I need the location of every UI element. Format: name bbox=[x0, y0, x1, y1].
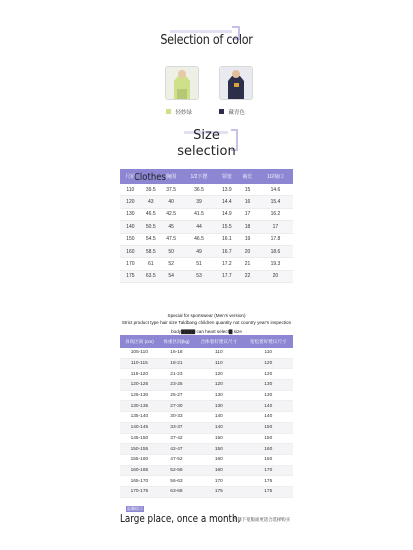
table-cell: 52 bbox=[161, 258, 182, 270]
table-row bbox=[120, 258, 293, 270]
table-cell: 23-25 bbox=[159, 380, 194, 391]
table-cell: 160 bbox=[244, 454, 293, 465]
table-cell: 120 bbox=[194, 369, 243, 380]
table-cell: 130 bbox=[244, 390, 293, 401]
table-cell: 16-18 bbox=[159, 348, 194, 358]
table-row bbox=[120, 184, 293, 196]
table-cell: 150-155 bbox=[120, 444, 159, 455]
table-cell: 16 bbox=[237, 196, 258, 208]
table-row bbox=[120, 233, 293, 245]
table-cell: 130-135 bbox=[120, 401, 159, 412]
table-row bbox=[120, 196, 293, 208]
table-cell: 15.4 bbox=[258, 196, 293, 208]
table-cell: 175 bbox=[244, 476, 293, 487]
table-cell: 39.5 bbox=[141, 184, 161, 196]
product-photo-light-green[interactable] bbox=[165, 66, 199, 100]
table-cell: 15 bbox=[237, 184, 258, 196]
reference-note-line3: body▇▇▇▇ can heart select▇ size bbox=[171, 329, 242, 334]
swatch-label: 轻妙绿 bbox=[175, 110, 192, 116]
table-cell: 160 bbox=[194, 454, 243, 465]
table-cell: 140 bbox=[244, 401, 293, 412]
table-cell: 120 bbox=[194, 380, 243, 391]
table-row bbox=[120, 454, 293, 465]
table-cell: 63.5 bbox=[141, 270, 161, 282]
table-cell: 16.1 bbox=[217, 233, 238, 245]
table-cell: 30-33 bbox=[159, 412, 194, 423]
table-cell: 54 bbox=[161, 270, 182, 282]
table-cell: 140-145 bbox=[120, 422, 159, 433]
column-header: 胸围 bbox=[161, 169, 182, 184]
table-row bbox=[120, 208, 293, 220]
table-cell: 110 bbox=[120, 184, 141, 196]
table-cell: 21 bbox=[237, 258, 258, 270]
table-cell: 50.5 bbox=[141, 221, 161, 233]
table-cell: 160-165 bbox=[120, 465, 159, 476]
table-cell: 18-21 bbox=[159, 358, 194, 369]
table-cell: 25-27 bbox=[159, 390, 194, 401]
table-row bbox=[120, 221, 293, 233]
table-cell: 170 bbox=[244, 465, 293, 476]
table-cell: 20 bbox=[258, 270, 293, 282]
table-cell: 61 bbox=[141, 258, 161, 270]
table-cell: 52-56 bbox=[159, 465, 194, 476]
column-header: 袖长 bbox=[237, 169, 258, 184]
table-row bbox=[120, 401, 293, 412]
table-cell: 110 bbox=[194, 348, 243, 358]
column-header: 体重区间(kg) bbox=[159, 335, 194, 348]
table-cell: 175 bbox=[120, 270, 141, 282]
table-cell: 120 bbox=[244, 369, 293, 380]
table-cell: 175 bbox=[244, 486, 293, 497]
table-cell: 150 bbox=[244, 422, 293, 433]
table-cell: 130 bbox=[120, 208, 141, 220]
table-row bbox=[120, 380, 293, 391]
table-cell: 130 bbox=[194, 401, 243, 412]
table-cell: 120 bbox=[244, 358, 293, 369]
table-row bbox=[120, 412, 293, 423]
table-cell: 155-160 bbox=[120, 454, 159, 465]
table-cell: 58.5 bbox=[141, 245, 161, 257]
table-row bbox=[120, 390, 293, 401]
table-cell: 41.5 bbox=[181, 208, 216, 220]
swatch-light-green[interactable] bbox=[166, 101, 192, 119]
table-cell: 27-30 bbox=[159, 401, 194, 412]
table-cell: 125-130 bbox=[120, 390, 159, 401]
table-cell: 150 bbox=[244, 433, 293, 444]
table-cell: 170 bbox=[120, 258, 141, 270]
table-cell: 19 bbox=[237, 233, 258, 245]
table-cell: 20 bbox=[237, 245, 258, 257]
table-cell: 150 bbox=[120, 233, 141, 245]
table-cell: 49 bbox=[181, 245, 216, 257]
table-row bbox=[120, 369, 293, 380]
table-cell: 17 bbox=[237, 208, 258, 220]
table-cell: 54.5 bbox=[141, 233, 161, 245]
table-cell: 47.5 bbox=[161, 233, 182, 245]
table-cell: 160 bbox=[194, 465, 243, 476]
table-cell: 130 bbox=[194, 390, 243, 401]
table-cell: 44 bbox=[181, 221, 216, 233]
table-cell: 14.9 bbox=[217, 208, 238, 220]
table-row bbox=[120, 444, 293, 455]
table-row bbox=[120, 465, 293, 476]
table-cell: 18.6 bbox=[258, 245, 293, 257]
column-header: 合体着好建议尺寸 bbox=[194, 335, 243, 348]
table-cell: 36.5 bbox=[181, 184, 216, 196]
table-cell: 42-47 bbox=[159, 444, 194, 455]
table-cell: 145-150 bbox=[120, 433, 159, 444]
table-cell: 150 bbox=[194, 433, 243, 444]
table-cell: 110-115 bbox=[120, 358, 159, 369]
footer-subtext: 选择下宽版面更适合选择购买 bbox=[233, 517, 291, 522]
table-cell: 45 bbox=[161, 221, 182, 233]
table-cell: 15.5 bbox=[217, 221, 238, 233]
column-header: 1/2下摆 bbox=[181, 169, 216, 184]
reference-note-line1: Special for sportswear (Men's version) bbox=[167, 313, 246, 318]
table-cell: 46.5 bbox=[141, 208, 161, 220]
table-cell: 140 bbox=[244, 412, 293, 423]
height-weight-reference-table bbox=[120, 335, 293, 498]
clothes-size-table-body bbox=[120, 184, 293, 283]
table-cell: 105-110 bbox=[120, 348, 159, 358]
size-section-title-line2: selection bbox=[177, 144, 236, 159]
table-cell: 135-140 bbox=[120, 412, 159, 423]
table-cell: 37.5 bbox=[161, 184, 182, 196]
column-header: 宽松着好建议尺寸 bbox=[244, 335, 293, 348]
table-cell: 39 bbox=[181, 196, 216, 208]
table-cell: 47-52 bbox=[159, 454, 194, 465]
footer-tip-badge: 温馨提示 bbox=[127, 506, 143, 511]
table-cell: 56-63 bbox=[159, 476, 194, 487]
footer-headline: Large place, once a month, bbox=[120, 512, 241, 525]
table-cell: 19.3 bbox=[258, 258, 293, 270]
table-cell: 120 bbox=[120, 196, 141, 208]
column-header: 领宽 bbox=[217, 169, 238, 184]
color-section-title: Selection of color bbox=[160, 33, 253, 48]
table-cell: 130 bbox=[244, 380, 293, 391]
table-cell: 53 bbox=[181, 270, 216, 282]
table-cell: 22 bbox=[237, 270, 258, 282]
reference-table-body bbox=[120, 348, 293, 497]
table-cell: 17.7 bbox=[217, 270, 238, 282]
column-header: 1/2袖口 bbox=[258, 169, 293, 184]
table-cell: 50 bbox=[161, 245, 182, 257]
table-cell: 51 bbox=[181, 258, 216, 270]
table-cell: 110 bbox=[194, 358, 243, 369]
table-cell: 160 bbox=[244, 444, 293, 455]
table-cell: 18 bbox=[237, 221, 258, 233]
reference-note-line2: Strict product type hair size Taldbang children quantity not country year's inspection bbox=[121, 320, 292, 325]
table-cell: 43 bbox=[141, 196, 161, 208]
table-cell: 63-68 bbox=[159, 486, 194, 497]
clothes-size-table bbox=[120, 169, 293, 283]
table-cell: 37-42 bbox=[159, 433, 194, 444]
column-header: 尺码 bbox=[120, 169, 141, 184]
table-cell: 165-170 bbox=[120, 476, 159, 487]
table-cell: 40 bbox=[161, 196, 182, 208]
table-cell: 140 bbox=[194, 422, 243, 433]
table-cell: 21-23 bbox=[159, 369, 194, 380]
table-cell: 16.2 bbox=[258, 208, 293, 220]
table-cell: 170 bbox=[194, 476, 243, 487]
color-swatch bbox=[166, 109, 171, 114]
table-cell: 160 bbox=[120, 245, 141, 257]
table-row bbox=[120, 270, 293, 282]
table-cell: 46.5 bbox=[181, 233, 216, 245]
table-header-row bbox=[120, 335, 293, 348]
table-cell: 17.2 bbox=[217, 258, 238, 270]
product-photo-navy[interactable] bbox=[219, 66, 253, 100]
table-cell: 120-125 bbox=[120, 380, 159, 391]
table-row bbox=[120, 422, 293, 433]
table-row bbox=[120, 348, 293, 358]
table-cell: 140 bbox=[120, 221, 141, 233]
table-cell: 14.6 bbox=[258, 184, 293, 196]
size-section-title-line1: Size bbox=[193, 128, 220, 143]
table-cell: 17 bbox=[258, 221, 293, 233]
table-cell: 170-175 bbox=[120, 486, 159, 497]
table-row bbox=[120, 476, 293, 487]
clothes-overlay-label: Clothes bbox=[134, 172, 166, 183]
table-cell: 42.5 bbox=[161, 208, 182, 220]
table-cell: 17.8 bbox=[258, 233, 293, 245]
color-swatch bbox=[219, 109, 224, 114]
table-cell: 14.4 bbox=[217, 196, 238, 208]
table-cell: 175 bbox=[194, 486, 243, 497]
column-header: 身高区间 (cm) bbox=[120, 335, 159, 348]
swatch-navy[interactable] bbox=[219, 101, 245, 119]
table-cell: 33-37 bbox=[159, 422, 194, 433]
table-row bbox=[120, 245, 293, 257]
table-cell: 150 bbox=[194, 444, 243, 455]
table-row bbox=[120, 486, 293, 497]
table-cell: 13.9 bbox=[217, 184, 238, 196]
table-cell: 110 bbox=[244, 348, 293, 358]
swatch-label: 藏青色 bbox=[228, 110, 245, 116]
table-cell: 140 bbox=[194, 412, 243, 423]
table-row bbox=[120, 433, 293, 444]
table-row bbox=[120, 358, 293, 369]
table-cell: 115-120 bbox=[120, 369, 159, 380]
table-cell: 16.7 bbox=[217, 245, 238, 257]
